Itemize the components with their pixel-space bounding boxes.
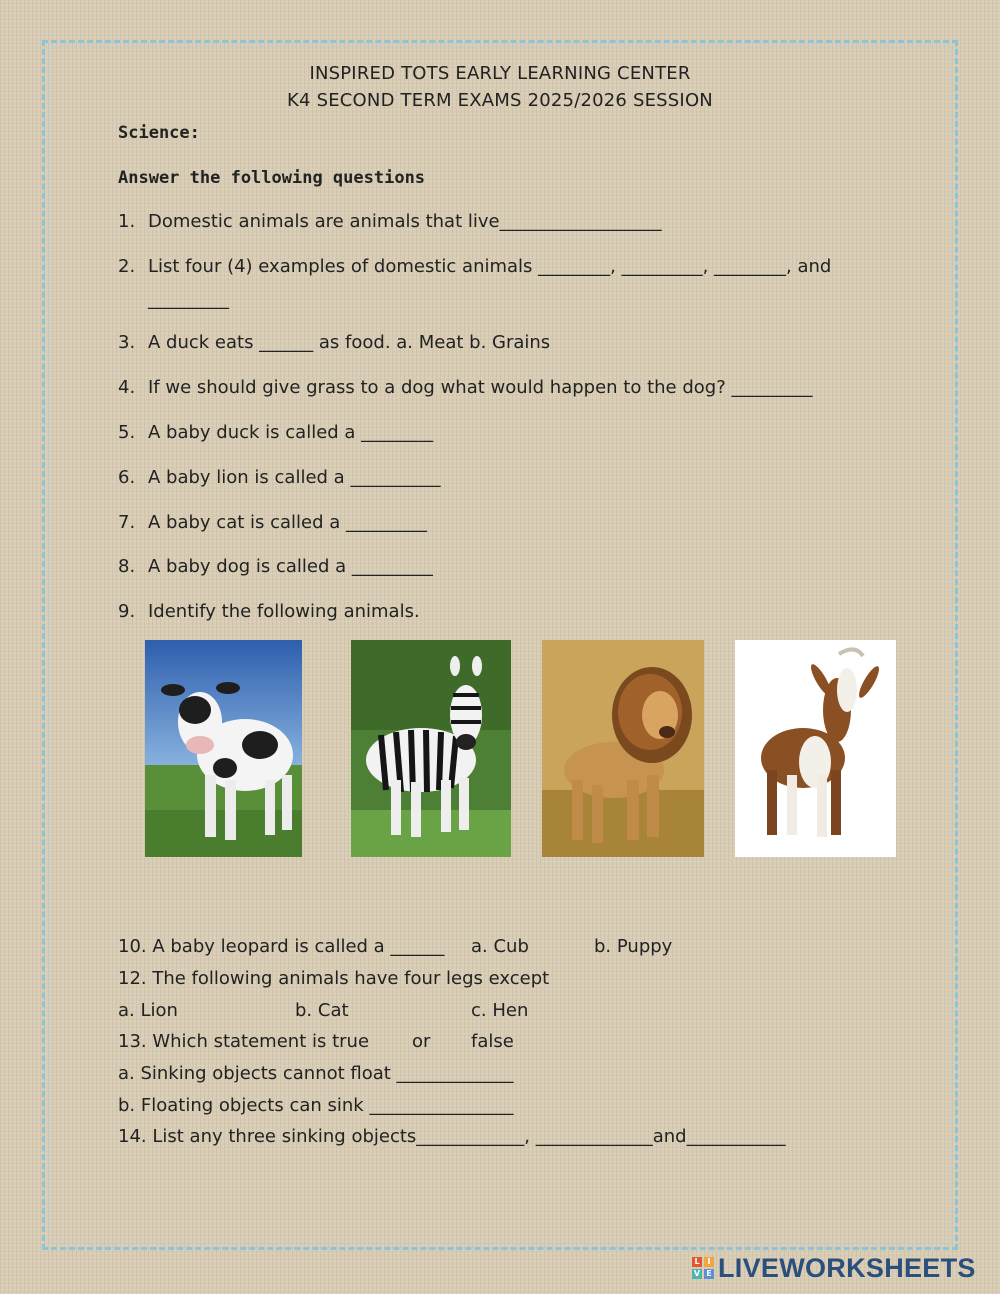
question-13-or: or xyxy=(412,1031,431,1052)
question-12: 12. The following animals have four legs except xyxy=(118,968,550,989)
question-1: 1. Domestic animals are animals that live__________________ xyxy=(118,211,662,232)
question-13: 13. Which statement is true xyxy=(118,1031,370,1052)
question-12-option-a: a. Lion xyxy=(118,1000,178,1021)
question-13-b: b. Floating objects can sink ________________ xyxy=(118,1095,514,1116)
brand-name: LIVEWORKSHEETS xyxy=(718,1252,976,1283)
liveworksheets-logo xyxy=(692,1252,976,1284)
school-name: INSPIRED TOTS EARLY LEARNING CENTER xyxy=(309,63,691,84)
question-4: 4. If we should give grass to a dog what would happen to the dog? _________ xyxy=(118,377,813,398)
question-8: 8. A baby dog is called a _________ xyxy=(118,556,433,577)
logo-icon: L I V E xyxy=(692,1257,714,1279)
exam-title: K4 SECOND TERM EXAMS 2025/2026 SESSION xyxy=(287,90,713,111)
zebra-photo xyxy=(351,640,511,857)
lion-photo xyxy=(542,640,704,857)
question-5: 5. A baby duck is called a ________ xyxy=(118,422,434,443)
question-14: 14. List any three sinking objects____________, _____________and___________ xyxy=(118,1126,786,1147)
question-12-option-c: c. Hen xyxy=(471,1000,529,1021)
question-13-false: false xyxy=(471,1031,514,1052)
question-6: 6. A baby lion is called a __________ xyxy=(118,467,441,488)
goat-photo xyxy=(735,640,896,857)
question-10-option-a: a. Cub xyxy=(471,936,529,957)
question-10: 10. A baby leopard is called a ______ xyxy=(118,936,445,957)
question-10-option-b: b. Puppy xyxy=(594,936,673,957)
instruction-label: Answer the following questions xyxy=(118,168,426,188)
question-2: 2. List four (4) examples of domestic animals ________, _________, ________, and xyxy=(118,256,832,277)
question-2-continued: _________ xyxy=(148,289,229,310)
question-13-a: a. Sinking objects cannot float _____________ xyxy=(118,1063,514,1084)
question-12-option-b: b. Cat xyxy=(295,1000,349,1021)
question-9: 9. Identify the following animals. xyxy=(118,601,420,622)
cow-photo xyxy=(145,640,302,857)
question-7: 7. A baby cat is called a _________ xyxy=(118,512,427,533)
question-3: 3. A duck eats ______ as food. a. Meat b. Grains xyxy=(118,332,551,353)
subject-label: Science: xyxy=(118,123,200,143)
